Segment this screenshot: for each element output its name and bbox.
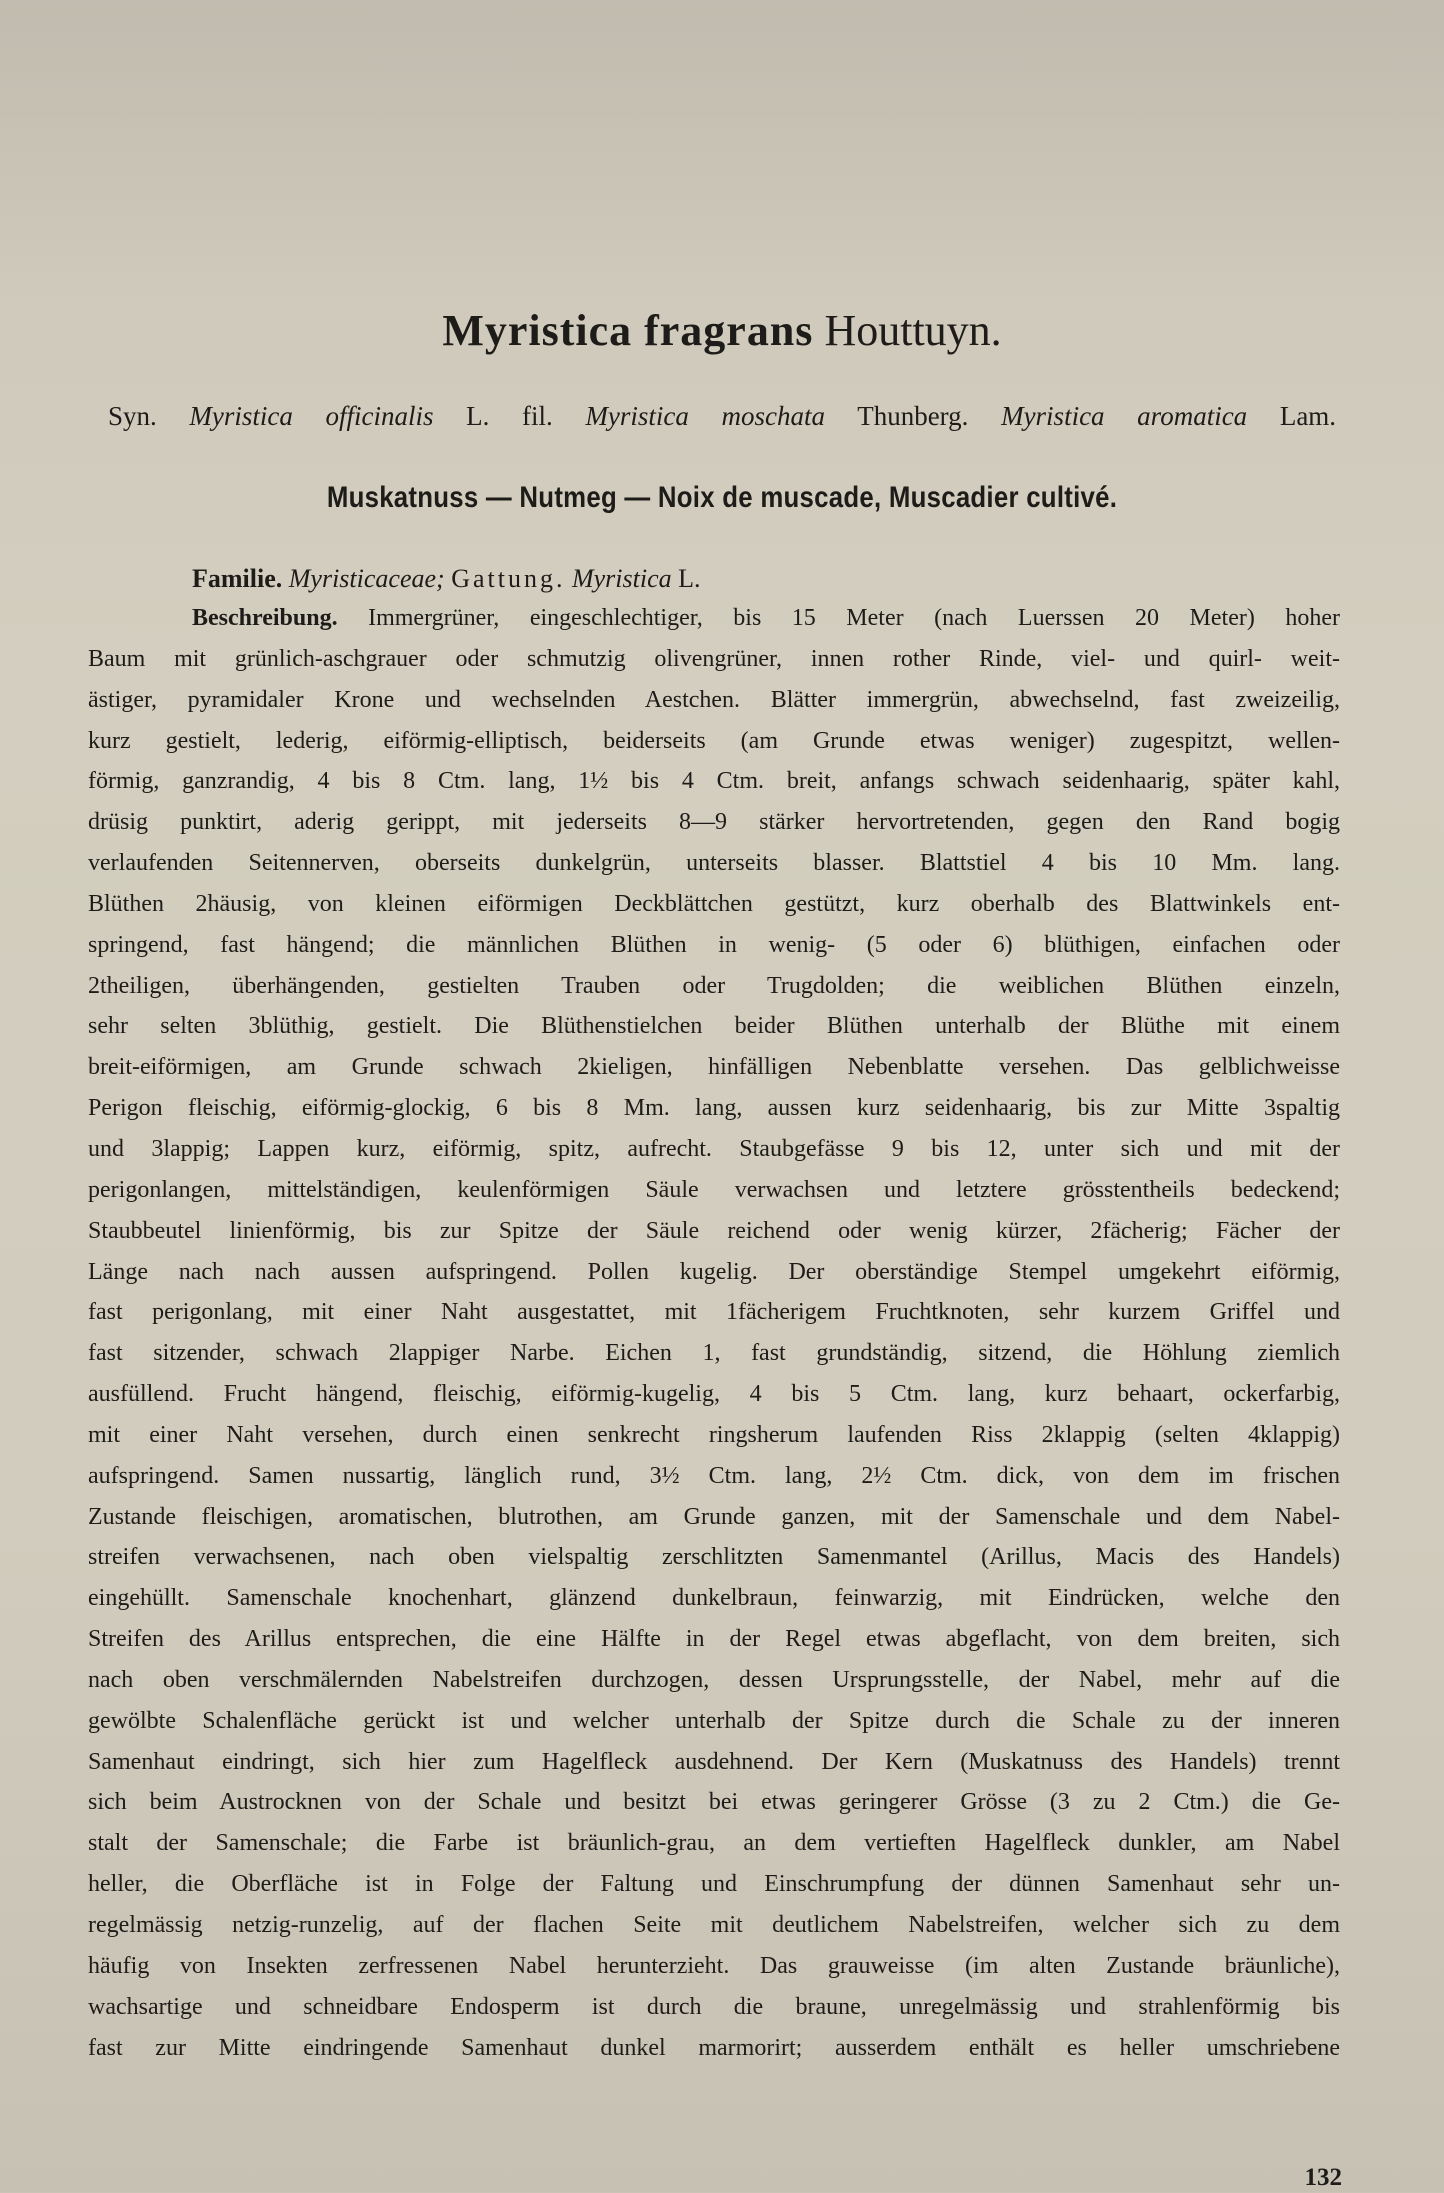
description-text: Blüthen 2häusig, von kleinen eiförmigen Deckblättchen gestützt, kurz oberhalb des Blattwinkels ent- (88, 890, 1340, 917)
description-line (88, 843, 1340, 884)
gattung-value: Myristica (571, 564, 672, 593)
description-line (88, 1660, 1340, 1701)
description-text: Immergrüner, eingeschlechtiger, bis 15 Meter (nach Luerssen 20 Meter) hoher (368, 605, 1340, 631)
description-line (88, 1905, 1340, 1946)
synonym-3: Myristica aromatica (1001, 401, 1248, 431)
description-line (88, 1537, 1340, 1578)
description-line (88, 1129, 1340, 1170)
description-line (88, 802, 1340, 843)
synonym-2-author: Thunberg. (857, 401, 969, 431)
gattung-author: L. (678, 564, 701, 593)
description-line (88, 1701, 1340, 1742)
description-text: eingehüllt. Samenschale knochenhart, glänzend dunkelbraun, feinwarzig, mit Eindrücken, welche den (88, 1585, 1340, 1612)
show-through-shadow (0, 0, 1444, 300)
page-number: 132 (1304, 2164, 1342, 2191)
synonym-1: Myristica officinalis (189, 401, 434, 431)
gattung-label: Gattung. (451, 564, 566, 593)
description-text: förmig, ganzrandig, 4 bis 8 Ctm. lang, 1½ bis 4 Ctm. breit, anfangs schwach seidenhaarig, später kahl, (88, 768, 1340, 795)
description-text: Länge nach nach aussen aufspringend. Pollen kugelig. Der oberständige Stempel umgekehrt eiförmig, (88, 1258, 1340, 1285)
description-text: streifen verwachsenen, nach oben vielspaltig zerschlitzten Samenmantel (Arillus, Macis des Handels) (88, 1544, 1340, 1571)
description-text: nach oben verschmälernden Nabelstreifen durchzogen, dessen Ursprungsstelle, der Nabel, mehr auf die (88, 1666, 1340, 1693)
description-text: springend, fast hängend; die männlichen Blüthen in wenig- (5 oder 6) blüthigen, einfachen oder (88, 931, 1340, 958)
description-line (88, 925, 1340, 966)
description-line (88, 1782, 1340, 1823)
description-text: ästiger, pyramidaler Krone und wechselnden Aestchen. Blätter immergrün, abwechselnd, fast zweizeilig, (88, 686, 1340, 713)
description-line (88, 1047, 1340, 1088)
description-line (88, 1374, 1340, 1415)
description-line (88, 598, 1340, 639)
description-text: heller, die Oberfläche ist in Folge der Faltung und Einschrumpfung der dünnen Samenhaut sehr un- (88, 1871, 1340, 1898)
description-line (88, 1006, 1340, 1047)
description-line (88, 761, 1340, 802)
description-text: sich beim Austrocknen von der Schale und besitzt bei etwas geringerer Grösse (3 zu 2 Ctm.) die Ge- (88, 1789, 1340, 1816)
description-text: mit einer Naht versehen, durch einen senkrecht ringsherum laufenden Riss 2klappig (selten 4klappig) (88, 1421, 1340, 1448)
description-line (88, 721, 1340, 762)
description-text: Streifen des Arillus entsprechen, die eine Hälfte in der Regel etwas abgeflacht, von dem breiten, sich (88, 1626, 1340, 1653)
description-text: regelmässig netzig-runzelig, auf der flachen Seite mit deutlichem Nabelstreifen, welcher sich zu dem (88, 1912, 1340, 1938)
species-name: Myristica fragrans (442, 306, 814, 355)
description-text: sehr selten 3blüthig, gestielt. Die Blüthenstielchen beider Blüthen unterhalb der Blüthe mit einem (88, 1013, 1340, 1040)
synonyms-prefix: Syn. (108, 401, 157, 431)
description-line (88, 884, 1340, 925)
description-text: Perigon fleischig, eiförmig-glockig, 6 bis 8 Mm. lang, aussen kurz seidenhaarig, bis zur Mitte 3spaltig (88, 1095, 1340, 1122)
description-text: häufig von Insekten zerfressenen Nabel herunterzieht. Das grauweisse (im alten Zustande bräunliche), (88, 1952, 1340, 1979)
description-text: gewölbte Schalenfläche gerückt ist und welcher unterhalb der Spitze durch die Schale zu der inneren (88, 1707, 1340, 1734)
description-text: und 3lappig; Lappen kurz, eiförmig, spitz, aufrecht. Staubgefässe 9 bis 12, unter sich und mit der (88, 1135, 1340, 1162)
description-line (88, 1415, 1340, 1456)
description-line (88, 639, 1340, 680)
description-line (88, 1823, 1340, 1864)
description-line (88, 1578, 1340, 1619)
description-line (88, 1088, 1340, 1129)
description-text: 2theiligen, überhängenden, gestielten Trauben oder Trugdolden; die weiblichen Blüthen einzeln, (88, 972, 1340, 999)
synonyms-line (108, 398, 1336, 434)
description-text: ausfüllend. Frucht hängend, fleischig, eiförmig-kugelig, 4 bis 5 Ctm. lang, kurz behaart, ockerfarbig, (88, 1381, 1340, 1408)
common-names: Muskatnuss — Nutmeg — Noix de muscade, Muscadier cultivé. (326, 481, 1118, 514)
description-line (88, 1292, 1340, 1333)
description-line (88, 1252, 1340, 1293)
description-text: breit-eiförmigen, am Grunde schwach 2kieligen, hinfälligen Nebenblatte versehen. Das gelblichweisse (88, 1054, 1340, 1081)
beschreibung-label: Beschreibung. (192, 605, 369, 631)
description-line (88, 1456, 1340, 1497)
description-text: wachsartige und schneidbare Endosperm ist durch die braune, unregelmässig und strahlenförmig bis (88, 1993, 1340, 2020)
description-text: stalt der Samenschale; die Farbe ist bräunlich-grau, an dem vertieften Hagelfleck dunkler, am Nabel (88, 1830, 1340, 1857)
description-line (88, 1946, 1340, 1987)
description-text: fast perigonlang, mit einer Naht ausgestattet, mit 1fächerigem Fruchtknoten, sehr kurzem Griffel und (88, 1299, 1340, 1326)
description-line (88, 1742, 1340, 1783)
description-line (88, 1211, 1340, 1252)
description-line (88, 1170, 1340, 1211)
description-text: fast sitzender, schwach 2lappiger Narbe. Eichen 1, fast grundständig, sitzend, die Höhlung ziemlich (88, 1340, 1340, 1367)
description-line (88, 1333, 1340, 1374)
description-text: Baum mit grünlich-aschgrauer oder schmutzig olivengrüner, innen rother Rinde, viel- und quirl- weit- (88, 645, 1340, 672)
description-text: aufspringend. Samen nussartig, länglich rund, 3½ Ctm. lang, 2½ Ctm. dick, von dem im frischen (88, 1462, 1340, 1489)
synonym-1-author: L. fil. (466, 401, 553, 431)
description-text: Zustande fleischigen, aromatischen, blutrothen, am Grunde ganzen, mit der Samenschale und dem Nabel- (88, 1503, 1340, 1530)
description-text: kurz gestielt, lederig, eiförmig-elliptisch, beiderseits (am Grunde etwas weniger) zugespitzt, wellen- (88, 727, 1340, 754)
description-line (88, 1987, 1340, 2028)
description-line (88, 680, 1340, 721)
classification-line (192, 562, 1344, 596)
familie-label: Familie. (192, 564, 283, 593)
page-title (0, 303, 1444, 359)
familie-value: Myristicaceae; (288, 564, 445, 593)
description-line (88, 966, 1340, 1007)
description-body (88, 598, 1340, 2068)
description-line (88, 1864, 1340, 1905)
description-line (88, 1619, 1340, 1660)
description-line (88, 1497, 1340, 1538)
synonym-3-author: Lam. (1279, 401, 1337, 431)
synonym-2: Myristica moschata (585, 401, 826, 431)
description-text: perigonlangen, mittelständigen, keulenförmigen Säule verwachsen und letztere grösstentheils bedeckend; (88, 1176, 1340, 1203)
description-text: verlaufenden Seitennerven, oberseits dunkelgrün, unterseits blasser. Blattstiel 4 bis 10 Mm. lang. (88, 850, 1340, 877)
description-text: fast zur Mitte eindringende Samenhaut dunkel marmorirt; ausserdem enthält es heller umschriebene (88, 2034, 1340, 2061)
description-text: Samenhaut eindringt, sich hier zum Hagelfleck ausdehnend. Der Kern (Muskatnuss des Handels) trennt (88, 1748, 1340, 1775)
description-text: drüsig punktirt, aderig gerippt, mit jederseits 8—9 stärker hervortretenden, gegen den Rand bogig (88, 809, 1340, 836)
species-author: Houttuyn. (824, 306, 1002, 355)
description-text: Staubbeutel linienförmig, bis zur Spitze der Säule reichend oder wenig kürzer, 2fächerig; Fächer der (88, 1217, 1340, 1244)
description-line (88, 2028, 1340, 2069)
